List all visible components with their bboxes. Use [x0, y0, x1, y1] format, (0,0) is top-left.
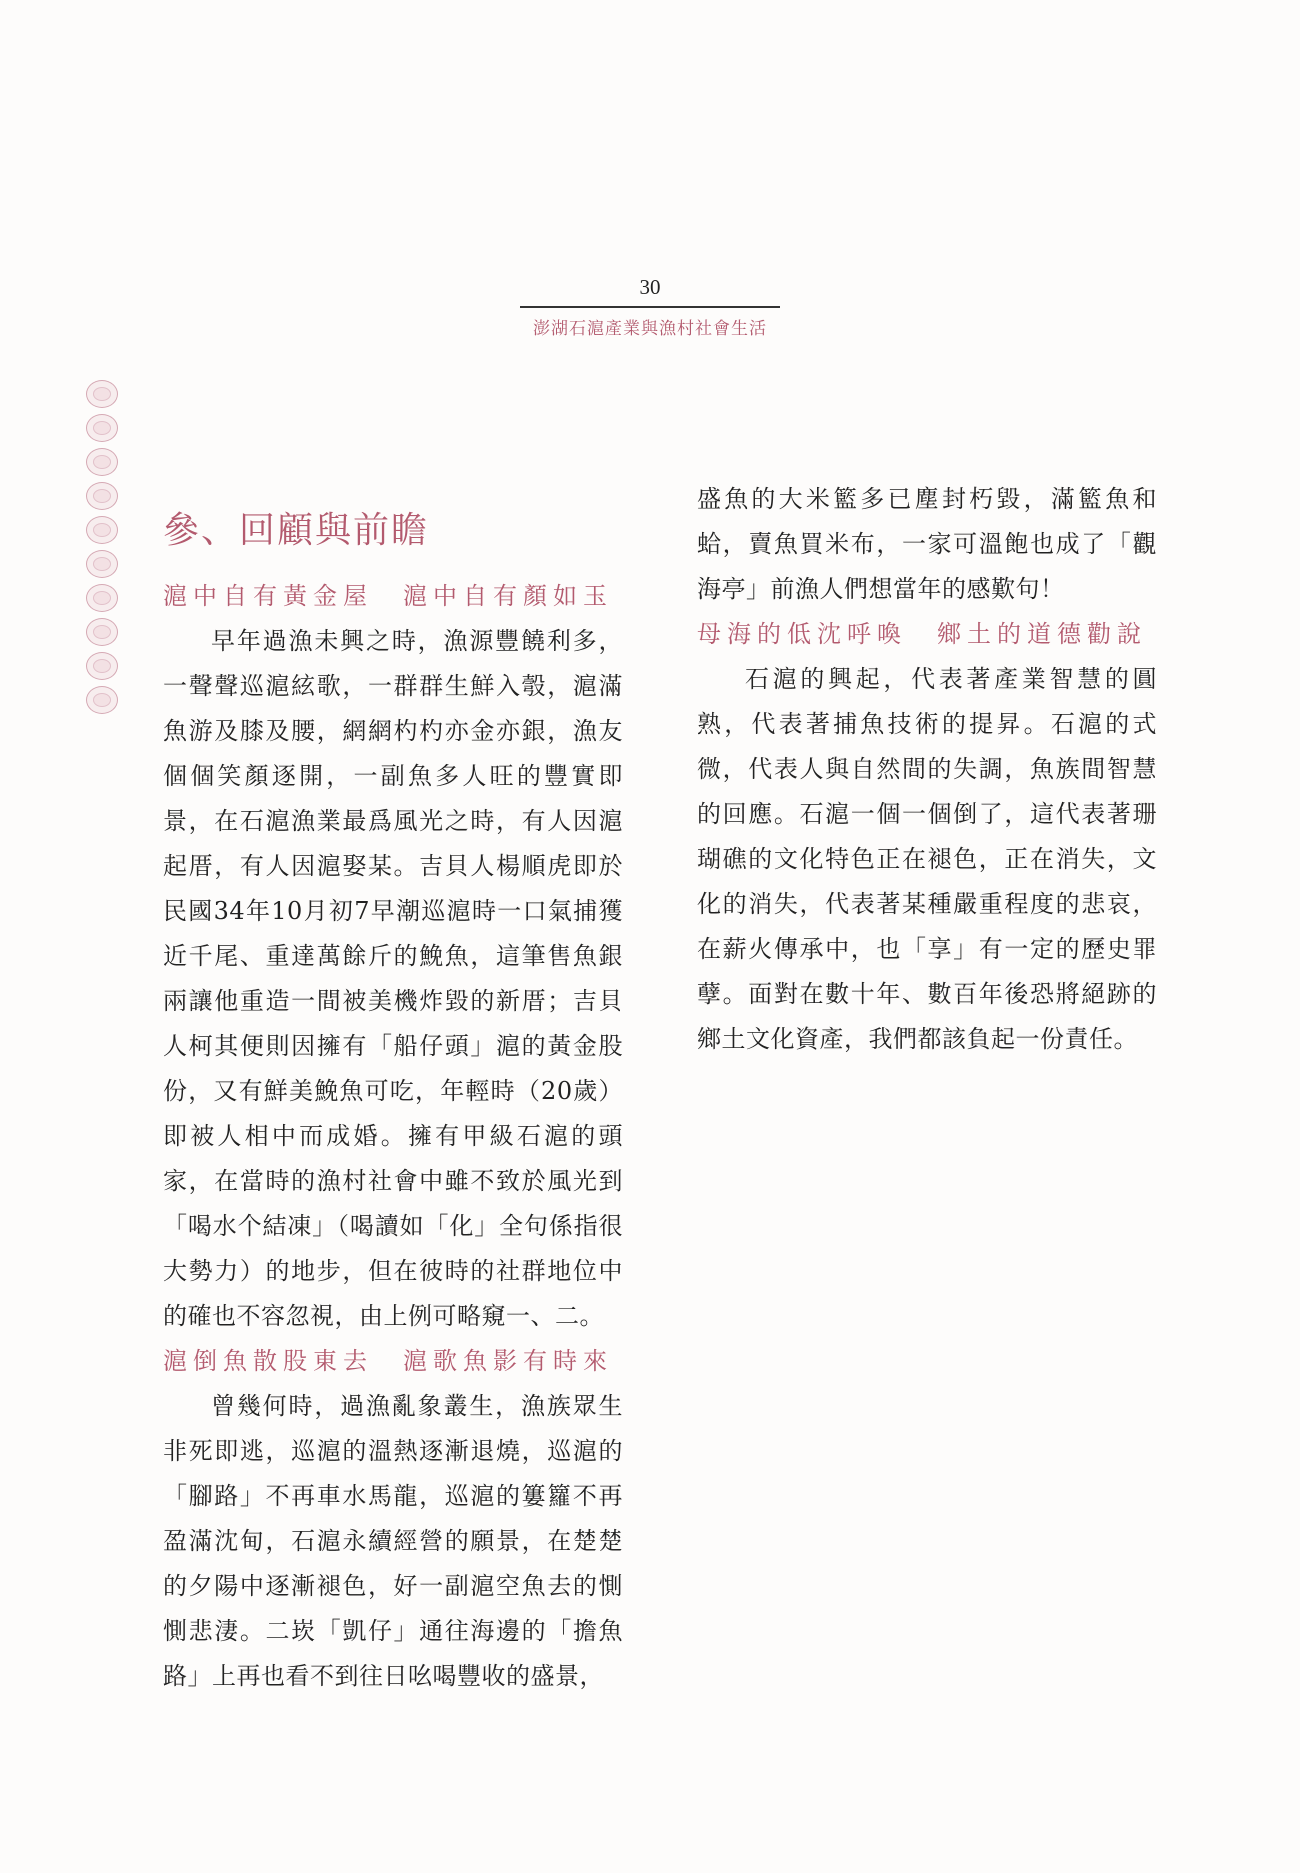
subheading: 滬中自有黃金屋 滬中自有顏如玉 [163, 582, 613, 610]
body-paragraph: 曾幾何時，過漁亂象叢生，漁族眾生非死即逃，巡滬的溫熱逐漸退燒，巡滬的「腳路」不再車水馬龍，巡滬的簍籮不再盈滿沈甸，石滬永續經營的願景，在楚楚的夕陽中逐漸褪色，好一副滬空魚去的惻惻悲淒。二崁「凱仔」通往海邊的「擔魚路」上再也看不到往日吆喝豐收的盛景， [163, 1392, 623, 1690]
body-paragraph-continued: 盛魚的大米籃多已塵封朽毀，滿籃魚和蛤，賣魚買米布，一家可溫飽也成了「觀海亭」前漁人們想當年的感歎句！ [697, 485, 1157, 603]
body-paragraph: 石滬的興起，代表著產業智慧的圓熟，代表著捕魚技術的提昇。石滬的式微，代表人與自然間的失調，魚族間智慧的回應。石滬一個一個倒了，這代表著珊瑚礁的文化特色正在褪色，正在消失，文化的消失，代表著某種嚴重程度的悲哀，在薪火傳承中，也「享」有一定的歷史罪孽。面對在數十年、數百年後恐將絕跡的鄉土文化資產，我們都該負起一份責任。 [697, 665, 1157, 1053]
left-column [163, 490, 623, 1699]
page-header [520, 272, 780, 339]
subheading: 母海的低沈呼喚 鄉土的道德勸說 [697, 620, 1147, 648]
body-paragraph: 早年過漁未興之時，漁源豐饒利多，一聲聲巡滬絃歌，一群群生鮮入彀，滬滿魚游及膝及腰，網網杓杓亦金亦銀，漁友個個笑顏逐開，一副魚多人旺的豐實即景，在石滬漁業最爲風光之時，有人因滬起厝，有人因滬娶某。吉貝人楊順虎即於民國34年10月初7早潮巡滬時一口氣捕獲近千尾、重達萬餘斤的鮸魚，這筆售魚銀兩讓他重造一間被美機炸毀的新厝；吉貝人柯其便則因擁有「船仔頭」滬的黃金股份，又有鮮美鮸魚可吃，年輕時（20歲）即被人相中而成婚。擁有甲級石滬的頭家，在當時的漁村社會中雖不致於風光到「喝水个結凍」（喝讀如「化」全句係指很大勢力）的地步，但在彼時的社群地位中的確也不容忽視，由上例可略窺一、二。 [163, 627, 623, 1330]
page-number: 30 [520, 272, 780, 308]
section-title: 參、回顧與前瞻 [163, 510, 430, 551]
decorative-ornament-border [78, 378, 128, 718]
subheading: 滬倒魚散股東去 滬歌魚影有時來 [163, 1347, 613, 1375]
right-column [697, 477, 1157, 1062]
running-title: 澎湖石滬產業與漁村社會生活 [533, 319, 767, 339]
